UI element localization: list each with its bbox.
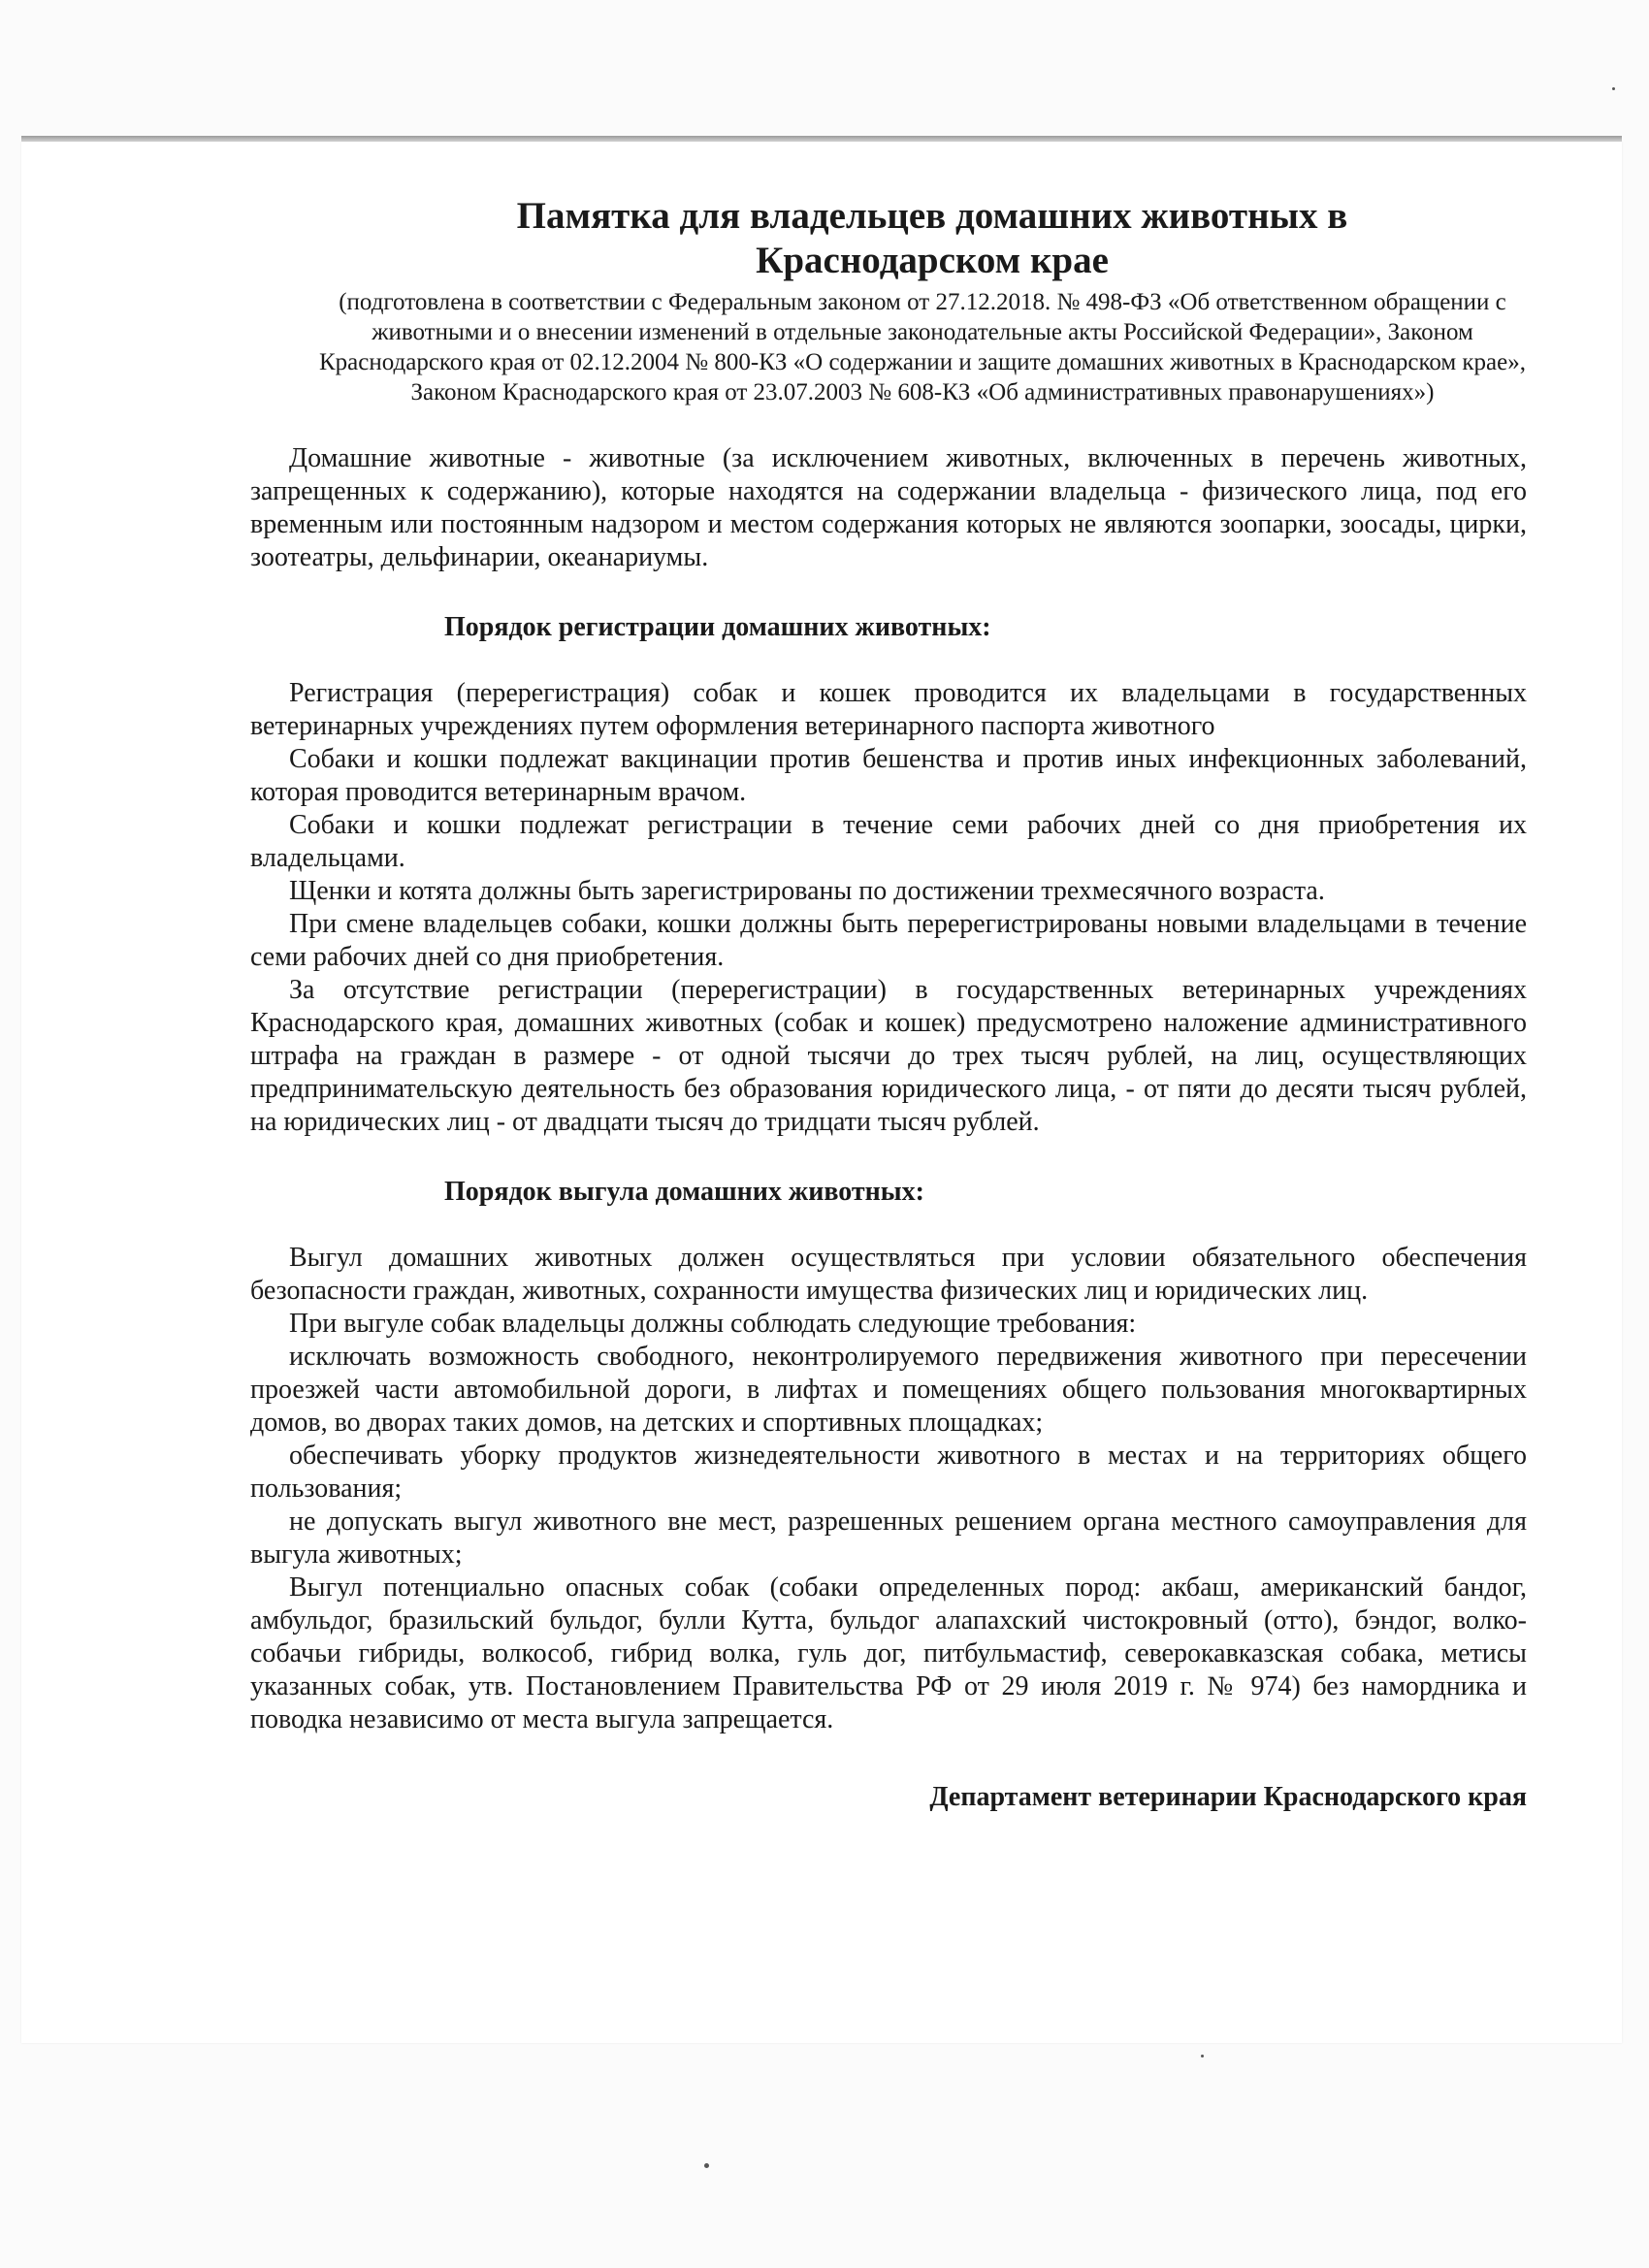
legal-basis-note: (подготовлена в соответствии с Федеральным законом от 27.12.2018. № 498-ФЗ «Об ответственном обращении с животными и о внесении изменений в отдельные законодательные акты Российской Федерации», Законом Краснодарского края от 02.12.2004 № 800-КЗ «О содержании и защите домашних животных в Краснодарском крае», Законом Краснодарского края от 23.07.2003 № 608-КЗ «Об административных правонарушениях») [318,289,1527,405]
walking-paragraph: Выгул домашних животных должен осуществляться при условии обязательного обеспечения безопасности граждан, животных, сохранности имущества физических лиц и юридических лиц. [250,1243,1527,1306]
registration-paragraph: Собаки и кошки подлежат вакцинации против бешенства и против иных инфекционных заболеваний, которая проводится ветеринарным врачом. [250,744,1527,807]
scan-speck [1612,87,1615,90]
issuer-signature: Департамент ветеринарии Краснодарского края [929,1782,1527,1812]
walking-paragraph: При выгуле собак владельцы должны соблюдать следующие требования: [289,1309,1137,1339]
registration-heading: Порядок регистрации домашних животных: [444,612,991,642]
walking-requirement: обеспечивать уборку продуктов жизнедеятельности животного в местах и на территориях общего пользования; [250,1441,1527,1504]
registration-paragraph: Регистрация (перерегистрация) собак и кошек проводится их владельцами в государственных ветеринарных учреждениях путем оформления ветеринарного паспорта животного [250,678,1527,741]
registration-paragraph: Собаки и кошки подлежат регистрации в течение семи рабочих дней со дня приобретения их владельцами. [250,810,1527,873]
walking-requirement: не допускать выгул животного вне мест, разрешенных решением органа местного самоуправления для выгула животных; [250,1507,1527,1570]
title-line-1: Памятка для владельцев домашних животных в [516,195,1348,237]
title-line-2: Краснодарском крае [756,240,1109,281]
registration-fine-paragraph: За отсутствие регистрации (перерегистрации) в государственных ветеринарных учреждениях Краснодарского края, домашних животных (собак и кошек) предусмотрено наложение административного штрафа на граждан в размере - от одной тысячи до трех тысяч рублей, на лиц, осуществляющих предпринимательскую деятельность без образования юридического лица, - от пяти до десяти тысяч рублей, на юридических лиц - от двадцати тысяч до тридцати тысяч рублей. [250,975,1527,1137]
document-content [250,194,1527,1814]
document-title [250,194,1527,283]
scan-speck [704,2163,709,2168]
walking-requirement: исключать возможность свободного, неконтролируемого передвижения животного при пересечении проезжей части автомобильной дороги, в лифтах и помещениях общего пользования многоквартирных домов, во дворах таких домов, на детских и спортивных площадках; [250,1342,1527,1438]
dangerous-dogs-paragraph: Выгул потенциально опасных собак (собаки определенных пород: акбаш, американский бандог, амбульдог, бразильский бульдог, булли Кутта, бульдог алапахский чистокровный (отто), бэндог, волко-собачьи гибриды, волкособ, гибрид волка, гуль дог, питбульмастиф, северокавказская собака, метисы указанных собак, утв. Постановлением Правительства РФ от 29 июля 2019 г. № 974) без намордника и поводка независимо от места выгула запрещается. [250,1572,1527,1734]
walking-heading: Порядок выгула домашних животных: [444,1177,924,1207]
definition-paragraph: Домашние животные - животные (за исключением животных, включенных в перечень животных, запрещенных к содержанию), которые находятся на содержании владельца - физического лица, под его временным или постоянным надзором и местом содержания которых не являются зоопарки, зоосады, цирки, зоотеатры, дельфинарии, океанариумы. [250,443,1527,572]
registration-paragraph: При смене владельцев собаки, кошки должны быть перерегистрированы новыми владельцами в течение семи рабочих дней со дня приобретения. [250,909,1527,972]
scan-speck [1201,2055,1204,2057]
registration-paragraph: Щенки и котята должны быть зарегистрированы по достижении трехмесячного возраста. [289,876,1325,906]
